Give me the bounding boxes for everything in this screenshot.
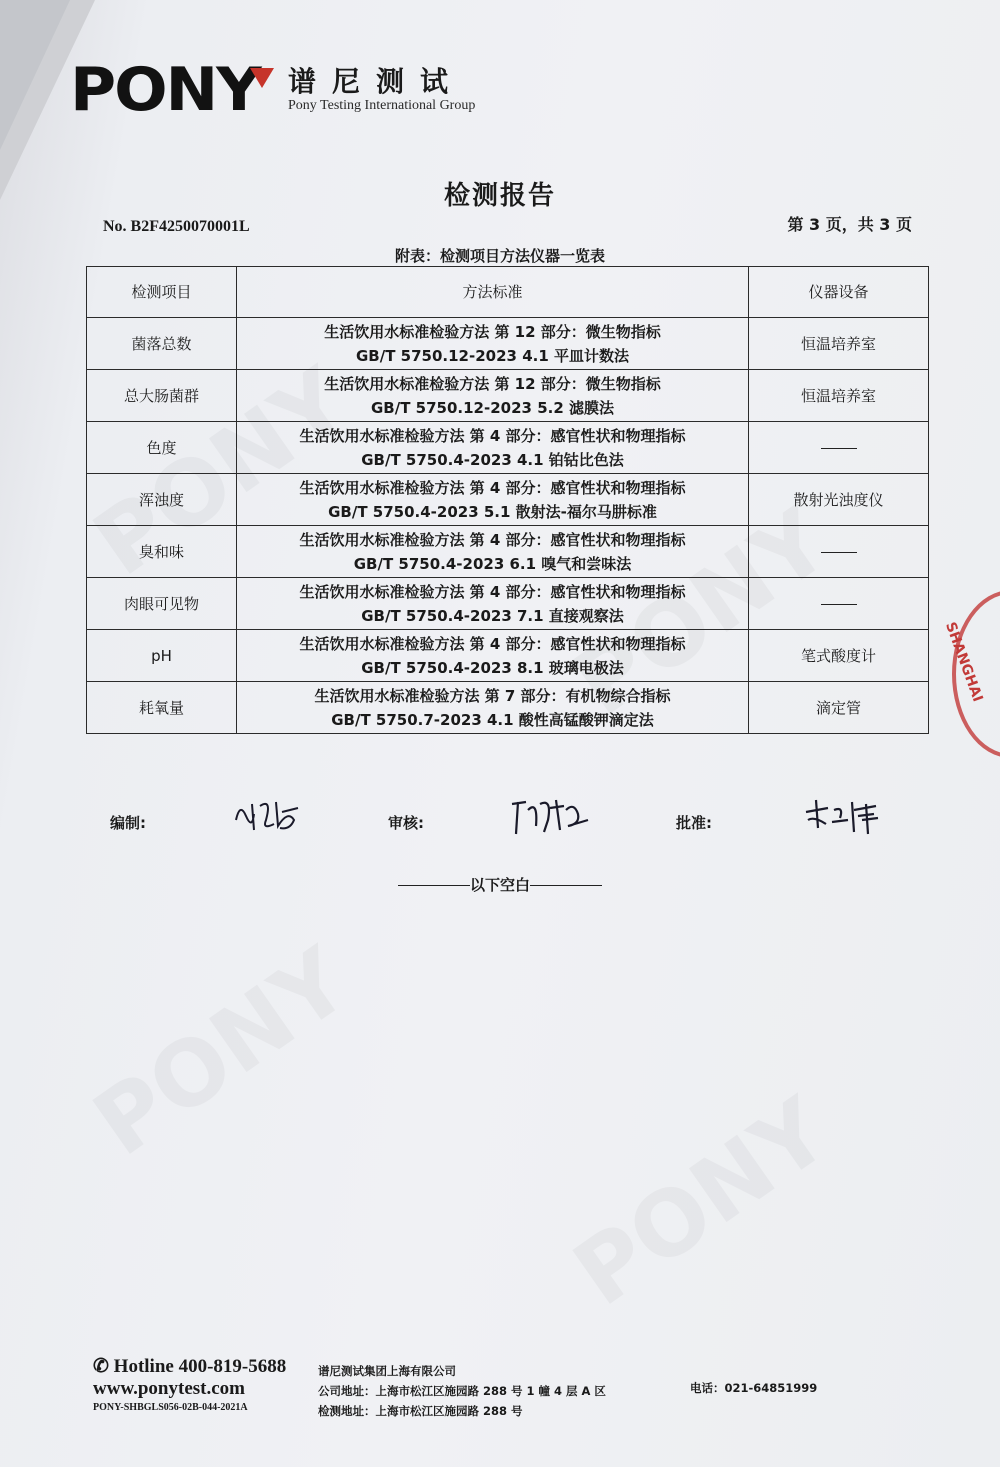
table-row: [87, 630, 929, 682]
dash-mark: [821, 552, 857, 553]
footer-phone: 电话：021-64851999: [690, 1381, 818, 1395]
document-code: PONY-SHBGLS056-02B-044-2021A: [93, 1402, 248, 1413]
compiled-label: 编制:: [110, 814, 146, 832]
header-item: 检测项目: [87, 267, 237, 318]
blank-below-notice: [0, 874, 1000, 895]
method-code: GB/T 5750.12-2023 4.1 平皿计数法: [356, 346, 629, 365]
table-row: [87, 422, 929, 474]
method-name: 生活饮用水标准检验方法 第 7 部分：有机物综合指标: [314, 686, 671, 705]
cell-equipment: 散射光浊度仪: [749, 474, 929, 526]
approved-label: 批准:: [676, 814, 712, 832]
website: www.ponytest.com: [93, 1378, 245, 1399]
rule-right: [530, 885, 602, 886]
cell-method: [237, 422, 749, 474]
cell-method: [237, 630, 749, 682]
method-name: 生活饮用水标准检验方法 第 4 部分：感官性状和物理指标: [299, 530, 686, 549]
phone-circle-icon: ✆: [93, 1356, 109, 1377]
method-code: GB/T 5750.4-2023 8.1 玻璃电极法: [361, 658, 624, 677]
header-equipment: 仪器设备: [749, 267, 929, 318]
reviewed-signature: [508, 790, 592, 840]
cell-equipment-none: [749, 526, 929, 578]
footer-address: [318, 1361, 606, 1421]
method-name: 生活饮用水标准检验方法 第 4 部分：感官性状和物理指标: [299, 582, 686, 601]
cell-item: 耗氧量: [87, 682, 237, 734]
cell-method: [237, 318, 749, 370]
method-code: GB/T 5750.4-2023 6.1 嗅气和尝味法: [353, 554, 632, 573]
cell-equipment: 恒温培养室: [749, 318, 929, 370]
method-name: 生活饮用水标准检验方法 第 4 部分：感官性状和物理指标: [299, 634, 686, 653]
cell-method: [237, 578, 749, 630]
table-row: [87, 370, 929, 422]
hotline: [93, 1355, 286, 1378]
method-name: 生活饮用水标准检验方法 第 4 部分：感官性状和物理指标: [299, 426, 686, 445]
header-method: 方法标准: [237, 267, 749, 318]
method-name: 生活饮用水标准检验方法 第 12 部分：微生物指标: [324, 322, 661, 341]
cell-item: pH: [87, 630, 237, 682]
methods-table: [86, 266, 929, 734]
seal-text: SHANGHAI: [941, 620, 986, 705]
method-code: GB/T 5750.7-2023 4.1 酸性高锰酸钾滴定法: [331, 710, 654, 729]
dash-mark: [821, 604, 857, 605]
cell-equipment-none: [749, 578, 929, 630]
cell-equipment: 滴定管: [749, 682, 929, 734]
watermark: [75, 928, 367, 1176]
logo-brand: PONY: [70, 55, 260, 125]
blank-below-text: 以下空白: [469, 876, 530, 894]
table-row: [87, 682, 929, 734]
method-code: GB/T 5750.4-2023 4.1 铂钴比色法: [361, 450, 624, 469]
method-code: GB/T 5750.4-2023 5.1 散射法-福尔马肼标准: [328, 502, 657, 521]
page-fold-corner: [0, 0, 70, 150]
hotline-text: Hotline 400-819-5688: [113, 1356, 287, 1377]
cell-equipment-none: [749, 422, 929, 474]
cell-item: 臭和味: [87, 526, 237, 578]
cell-equipment: 恒温培养室: [749, 370, 929, 422]
table-caption: 附表：检测项目方法仪器一览表: [394, 247, 605, 265]
cell-item: 总大肠菌群: [87, 370, 237, 422]
approved-signature: [800, 790, 884, 840]
method-code: GB/T 5750.12-2023 5.2 滤膜法: [371, 398, 614, 417]
cell-item: 菌落总数: [87, 318, 237, 370]
report-number: No. B2F4250070001L: [103, 218, 250, 235]
cell-method: [237, 370, 749, 422]
compiled-signature: [232, 790, 302, 840]
company-name: 谱尼测试集团上海有限公司: [318, 1364, 456, 1378]
table-row: [87, 526, 929, 578]
cell-method: [237, 474, 749, 526]
method-code: GB/T 5750.4-2023 7.1 直接观察法: [361, 606, 624, 625]
page-number: 第 3 页，共 3 页: [787, 215, 912, 234]
cell-item: 浑浊度: [87, 474, 237, 526]
cell-equipment: 笔式酸度计: [749, 630, 929, 682]
table-header-row: [87, 267, 929, 318]
rule-left: [398, 885, 470, 886]
method-name: 生活饮用水标准检验方法 第 12 部分：微生物指标: [324, 374, 661, 393]
logo-triangle-icon: [250, 68, 274, 88]
cell-method: [237, 526, 749, 578]
table-row: [87, 318, 929, 370]
signature-row: [0, 790, 1000, 850]
report-title: 检测报告: [443, 181, 556, 211]
test-address: 检测地址：上海市松江区施园路 288 号: [318, 1404, 523, 1418]
method-name: 生活饮用水标准检验方法 第 4 部分：感官性状和物理指标: [299, 478, 686, 497]
cell-item: 色度: [87, 422, 237, 474]
table-row: [87, 578, 929, 630]
logo-english-name: Pony Testing International Group: [288, 98, 476, 113]
watermark: [555, 1078, 847, 1326]
footer-contact: [93, 1355, 286, 1413]
cell-method: [237, 682, 749, 734]
dash-mark: [821, 448, 857, 449]
logo-chinese-name: 谱尼测试: [288, 65, 465, 98]
reviewed-label: 审核:: [388, 814, 424, 832]
table-row: [87, 474, 929, 526]
cell-item: 肉眼可见物: [87, 578, 237, 630]
company-address: 公司地址：上海市松江区施园路 288 号 1 幢 4 层 A 区: [318, 1384, 606, 1398]
